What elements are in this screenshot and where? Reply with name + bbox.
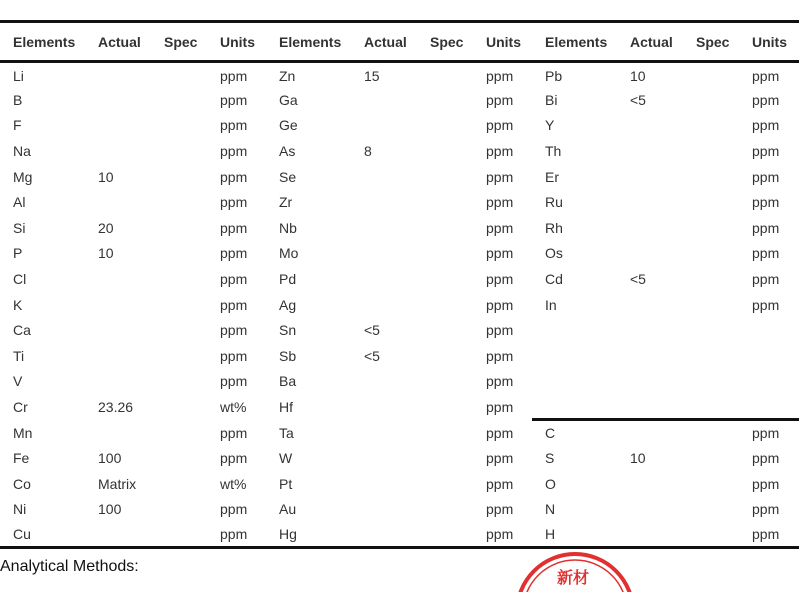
actual-cell bbox=[617, 189, 683, 215]
header-units: Units bbox=[473, 22, 532, 62]
units-cell: ppm bbox=[220, 296, 248, 313]
header-spec: Spec bbox=[417, 22, 473, 62]
units-cell: ppm bbox=[486, 271, 514, 288]
units-cell: ppm bbox=[486, 245, 514, 262]
actual-cell bbox=[351, 113, 417, 139]
table-row bbox=[0, 113, 799, 139]
units-cell: ppm bbox=[486, 399, 514, 416]
actual-cell bbox=[85, 113, 151, 139]
actual-cell: <5 bbox=[630, 91, 646, 108]
spec-cell bbox=[417, 241, 473, 267]
units-cell: ppm bbox=[220, 168, 248, 185]
element-cell: Co bbox=[13, 475, 31, 492]
spec-cell bbox=[151, 241, 207, 267]
spec-cell bbox=[683, 292, 739, 318]
header-elements: Elements bbox=[266, 22, 351, 62]
units-cell: ppm bbox=[486, 68, 514, 85]
units-cell: ppm bbox=[752, 296, 780, 313]
table-row bbox=[0, 241, 799, 267]
element-analysis-table bbox=[0, 20, 799, 549]
table-row bbox=[0, 522, 799, 548]
units-cell: ppm bbox=[220, 347, 248, 364]
element-cell: C bbox=[532, 420, 617, 446]
units-cell: ppm bbox=[486, 117, 514, 134]
spec-cell bbox=[151, 113, 207, 139]
table-row bbox=[0, 292, 799, 318]
units-cell: ppm bbox=[739, 522, 799, 548]
header-actual: Actual bbox=[85, 22, 151, 62]
actual-cell bbox=[617, 241, 683, 267]
header-spec: Spec bbox=[151, 22, 207, 62]
element-cell: Cr bbox=[13, 399, 28, 416]
spec-cell bbox=[683, 241, 739, 267]
units-cell: ppm bbox=[486, 219, 514, 236]
units-cell: ppm bbox=[220, 501, 248, 518]
element-cell: B bbox=[13, 91, 23, 108]
units-cell: ppm bbox=[486, 168, 514, 185]
actual-cell: 10 bbox=[630, 68, 646, 85]
spec-cell bbox=[683, 471, 739, 497]
units-cell: ppm bbox=[220, 450, 248, 467]
element-cell: Bi bbox=[545, 91, 558, 108]
element-cell: Ga bbox=[279, 91, 298, 108]
element-cell: Y bbox=[545, 117, 555, 134]
element-cell bbox=[532, 343, 617, 369]
spec-cell bbox=[151, 471, 207, 497]
units-cell: ppm bbox=[752, 501, 780, 518]
units-cell: ppm bbox=[486, 450, 514, 467]
spec-cell bbox=[683, 317, 739, 343]
actual-cell bbox=[351, 369, 417, 395]
units-cell: ppm bbox=[752, 475, 780, 492]
units-cell: ppm bbox=[220, 219, 248, 236]
actual-cell bbox=[351, 471, 417, 497]
units-cell: ppm bbox=[752, 68, 780, 85]
spec-cell bbox=[151, 420, 207, 446]
analytical-methods-label: Analytical Methods: bbox=[0, 558, 139, 575]
units-cell: ppm bbox=[220, 322, 248, 339]
element-cell: Ge bbox=[279, 117, 298, 134]
element-cell: Pd bbox=[279, 271, 297, 288]
units-cell: ppm bbox=[752, 219, 780, 236]
actual-cell bbox=[351, 497, 417, 523]
element-cell: N bbox=[545, 501, 556, 518]
header-spec: Spec bbox=[683, 22, 739, 62]
element-cell: In bbox=[545, 296, 557, 313]
units-cell: ppm bbox=[752, 168, 780, 185]
table-row bbox=[0, 87, 799, 113]
spec-cell bbox=[151, 62, 207, 88]
units-cell bbox=[739, 394, 799, 420]
units-cell: ppm bbox=[486, 296, 514, 313]
spec-cell bbox=[683, 522, 739, 548]
actual-cell bbox=[617, 394, 683, 420]
element-cell: Mo bbox=[279, 245, 299, 262]
actual-cell: 10 bbox=[98, 168, 114, 185]
actual-cell: <5 bbox=[364, 322, 380, 339]
spec-cell bbox=[417, 522, 473, 548]
table-row bbox=[0, 343, 799, 369]
units-cell: ppm bbox=[752, 117, 780, 134]
table-row bbox=[0, 215, 799, 241]
actual-cell bbox=[85, 522, 151, 548]
spec-cell bbox=[417, 317, 473, 343]
units-cell: ppm bbox=[220, 143, 248, 160]
element-cell: Th bbox=[545, 143, 562, 160]
actual-cell bbox=[85, 420, 151, 446]
actual-cell bbox=[617, 138, 683, 164]
units-cell: ppm bbox=[207, 522, 266, 548]
spec-cell bbox=[417, 87, 473, 113]
units-cell: ppm bbox=[486, 475, 514, 492]
spec-cell bbox=[683, 113, 739, 139]
spec-cell bbox=[151, 189, 207, 215]
element-cell: Zr bbox=[279, 194, 293, 211]
actual-cell bbox=[617, 113, 683, 139]
actual-cell bbox=[85, 189, 151, 215]
actual-cell bbox=[351, 266, 417, 292]
element-cell: Er bbox=[545, 168, 559, 185]
table-row bbox=[0, 394, 799, 420]
spec-cell bbox=[683, 215, 739, 241]
header-actual: Actual bbox=[617, 22, 683, 62]
spec-cell bbox=[151, 445, 207, 471]
units-cell: ppm bbox=[486, 322, 514, 339]
units-cell: ppm bbox=[220, 117, 248, 134]
element-cell: Sb bbox=[279, 347, 297, 364]
actual-cell bbox=[85, 369, 151, 395]
spec-cell bbox=[417, 394, 473, 420]
company-seal-stamp bbox=[513, 552, 637, 592]
element-cell: H bbox=[532, 522, 617, 548]
spec-cell bbox=[683, 343, 739, 369]
spec-cell bbox=[151, 522, 207, 548]
element-cell: Sn bbox=[279, 322, 297, 339]
actual-cell bbox=[85, 138, 151, 164]
element-cell: Pt bbox=[279, 475, 293, 492]
element-cell: Ti bbox=[13, 347, 25, 364]
units-cell: ppm bbox=[752, 194, 780, 211]
spec-cell bbox=[417, 292, 473, 318]
element-cell: P bbox=[13, 245, 23, 262]
spec-cell bbox=[151, 215, 207, 241]
spec-cell bbox=[683, 497, 739, 523]
spec-cell bbox=[417, 215, 473, 241]
table-row bbox=[0, 62, 799, 88]
element-cell: Ca bbox=[13, 322, 31, 339]
spec-cell bbox=[151, 343, 207, 369]
units-cell: wt% bbox=[220, 475, 247, 492]
table-body bbox=[0, 62, 799, 548]
table-row bbox=[0, 189, 799, 215]
actual-cell bbox=[351, 189, 417, 215]
spec-cell bbox=[417, 138, 473, 164]
units-cell: ppm bbox=[220, 91, 248, 108]
seal-stamp-icon bbox=[513, 552, 637, 592]
spec-cell bbox=[417, 369, 473, 395]
actual-cell bbox=[617, 292, 683, 318]
units-cell bbox=[739, 369, 799, 395]
actual-cell bbox=[617, 317, 683, 343]
element-cell: Rh bbox=[545, 219, 563, 236]
actual-cell: 100 bbox=[98, 501, 122, 518]
units-cell: ppm bbox=[486, 424, 514, 441]
spec-cell bbox=[417, 62, 473, 88]
element-cell: Na bbox=[13, 143, 31, 160]
actual-cell bbox=[351, 164, 417, 190]
spec-cell bbox=[683, 164, 739, 190]
table-row bbox=[0, 497, 799, 523]
units-cell: ppm bbox=[486, 91, 514, 108]
actual-cell bbox=[351, 215, 417, 241]
spec-cell bbox=[417, 420, 473, 446]
table-row bbox=[0, 369, 799, 395]
table-row bbox=[0, 138, 799, 164]
actual-cell: 10 bbox=[98, 245, 114, 262]
spec-cell bbox=[683, 420, 739, 446]
actual-cell bbox=[617, 369, 683, 395]
element-cell: Se bbox=[279, 168, 297, 185]
element-cell: Os bbox=[545, 245, 563, 262]
spec-cell bbox=[151, 497, 207, 523]
actual-cell bbox=[617, 420, 683, 446]
spec-cell bbox=[417, 266, 473, 292]
actual-cell bbox=[617, 497, 683, 523]
spec-cell bbox=[683, 138, 739, 164]
actual-cell bbox=[85, 317, 151, 343]
units-cell: ppm bbox=[486, 194, 514, 211]
units-cell: ppm bbox=[486, 143, 514, 160]
element-cell bbox=[532, 394, 617, 420]
actual-cell bbox=[85, 266, 151, 292]
spec-cell bbox=[151, 369, 207, 395]
element-cell: Au bbox=[279, 501, 297, 518]
units-cell: ppm bbox=[220, 373, 248, 390]
actual-cell bbox=[85, 87, 151, 113]
element-cell: Al bbox=[13, 194, 26, 211]
element-cell: Hg bbox=[266, 522, 351, 548]
actual-cell bbox=[351, 522, 417, 548]
units-cell: ppm bbox=[473, 522, 532, 548]
spec-cell bbox=[683, 266, 739, 292]
actual-cell bbox=[351, 241, 417, 267]
actual-cell bbox=[617, 522, 683, 548]
spec-cell bbox=[417, 113, 473, 139]
actual-cell: 8 bbox=[364, 143, 372, 160]
element-cell: Fe bbox=[13, 450, 30, 467]
element-cell: Ag bbox=[279, 296, 297, 313]
actual-cell: 10 bbox=[630, 450, 646, 467]
table-row bbox=[0, 445, 799, 471]
actual-cell bbox=[351, 87, 417, 113]
actual-cell: 20 bbox=[98, 219, 114, 236]
actual-cell bbox=[85, 292, 151, 318]
actual-cell: 15 bbox=[364, 68, 380, 85]
spec-cell bbox=[683, 62, 739, 88]
actual-cell bbox=[617, 215, 683, 241]
spec-cell bbox=[151, 164, 207, 190]
actual-cell bbox=[351, 445, 417, 471]
spec-cell bbox=[417, 497, 473, 523]
element-cell: O bbox=[545, 475, 556, 492]
element-cell: Hf bbox=[279, 399, 293, 416]
spec-cell bbox=[151, 292, 207, 318]
spec-cell bbox=[683, 369, 739, 395]
header-elements: Elements bbox=[0, 22, 85, 62]
units-cell: ppm bbox=[752, 91, 780, 108]
spec-cell bbox=[417, 445, 473, 471]
units-cell: ppm bbox=[220, 271, 248, 288]
units-cell: ppm bbox=[486, 373, 514, 390]
spec-cell bbox=[151, 87, 207, 113]
header-units: Units bbox=[739, 22, 799, 62]
units-cell bbox=[739, 317, 799, 343]
spec-cell bbox=[683, 189, 739, 215]
units-cell: ppm bbox=[752, 271, 780, 288]
actual-cell: 23.26 bbox=[98, 399, 134, 416]
actual-cell bbox=[85, 343, 151, 369]
units-cell: ppm bbox=[752, 143, 780, 160]
seal-text: 新材 bbox=[556, 568, 590, 587]
actual-cell: <5 bbox=[364, 347, 380, 364]
table-row bbox=[0, 471, 799, 497]
actual-cell bbox=[351, 420, 417, 446]
spec-cell bbox=[683, 87, 739, 113]
actual-cell bbox=[351, 292, 417, 318]
spec-cell bbox=[151, 394, 207, 420]
spec-cell bbox=[417, 189, 473, 215]
element-cell: F bbox=[13, 117, 22, 134]
units-cell: ppm bbox=[752, 245, 780, 262]
element-cell: Cl bbox=[13, 271, 27, 288]
element-cell: Cu bbox=[0, 522, 85, 548]
element-cell: Ta bbox=[279, 424, 294, 441]
spec-cell bbox=[417, 343, 473, 369]
actual-cell: Matrix bbox=[98, 475, 137, 492]
actual-cell: <5 bbox=[630, 271, 646, 288]
units-cell: ppm bbox=[752, 450, 780, 467]
spec-cell bbox=[417, 164, 473, 190]
actual-cell bbox=[617, 343, 683, 369]
units-cell: ppm bbox=[220, 68, 248, 85]
element-cell: Zn bbox=[279, 68, 296, 85]
element-cell: V bbox=[13, 373, 23, 390]
spec-cell bbox=[151, 266, 207, 292]
units-cell: ppm bbox=[220, 245, 248, 262]
element-cell: Cd bbox=[545, 271, 563, 288]
spec-cell bbox=[151, 138, 207, 164]
element-cell: K bbox=[13, 296, 23, 313]
header-units: Units bbox=[207, 22, 266, 62]
actual-cell bbox=[351, 394, 417, 420]
element-cell: Ru bbox=[545, 194, 563, 211]
element-cell bbox=[532, 369, 617, 395]
element-cell: Mg bbox=[13, 168, 33, 185]
element-cell: Li bbox=[13, 68, 24, 85]
table-row bbox=[0, 317, 799, 343]
element-cell: Pb bbox=[545, 68, 563, 85]
element-cell: W bbox=[279, 450, 293, 467]
header-actual: Actual bbox=[351, 22, 417, 62]
element-cell: Si bbox=[13, 219, 26, 236]
actual-cell bbox=[617, 164, 683, 190]
units-cell: ppm bbox=[220, 194, 248, 211]
units-cell bbox=[739, 343, 799, 369]
element-cell: Nb bbox=[279, 219, 297, 236]
element-cell: Ba bbox=[279, 373, 297, 390]
table-row bbox=[0, 266, 799, 292]
spec-cell bbox=[683, 445, 739, 471]
element-cell: Mn bbox=[13, 424, 33, 441]
header-elements: Elements bbox=[532, 22, 617, 62]
element-cell: S bbox=[545, 450, 555, 467]
spec-cell bbox=[417, 471, 473, 497]
units-cell: ppm bbox=[220, 424, 248, 441]
units-cell: ppm bbox=[486, 347, 514, 364]
units-cell: wt% bbox=[220, 399, 247, 416]
actual-cell bbox=[85, 62, 151, 88]
units-cell: ppm bbox=[486, 501, 514, 518]
element-cell bbox=[532, 317, 617, 343]
table-row bbox=[0, 420, 799, 446]
units-cell: ppm bbox=[739, 420, 799, 446]
actual-cell bbox=[617, 471, 683, 497]
actual-cell: 100 bbox=[98, 450, 122, 467]
element-cell: Ni bbox=[13, 501, 27, 518]
table-row bbox=[0, 164, 799, 190]
element-cell: As bbox=[279, 143, 296, 160]
table-header-row bbox=[0, 22, 799, 62]
spec-cell bbox=[683, 394, 739, 420]
spec-cell bbox=[151, 317, 207, 343]
